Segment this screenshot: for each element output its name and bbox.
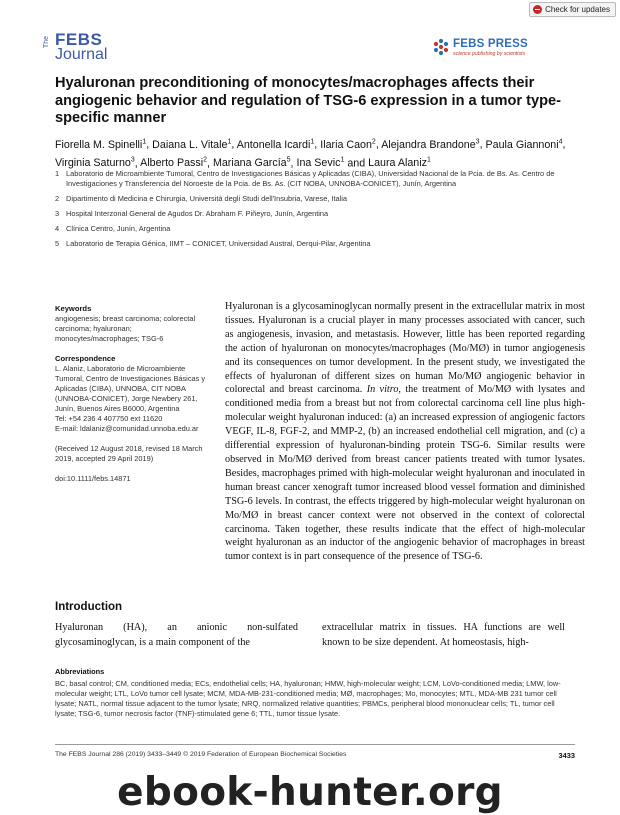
abbreviations-heading: Abbreviations	[55, 667, 105, 676]
author: Antonella Icardi$^1$	[236, 138, 315, 151]
watermark-text: ebook-hunter.org	[117, 770, 503, 815]
journal-logo-the: The	[43, 36, 50, 49]
correspondence-address: L. Alaniz, Laboratorio de Microambiente Tumoral, Centro de Investigaciones Básicas y Aplicadas (CIBA), UNNOBA, CIT NOBA (UNNOBA-CONICET), Jorge Newbery 261, Junín, Buenos Aires B6000, Argentina	[55, 364, 206, 413]
febs-press-dots-icon	[432, 38, 450, 56]
correspondence-heading: Correspondence	[55, 354, 116, 363]
introduction-left-column: Hyaluronan (HA), an anionic non-sulfated glycosaminoglycan, is a main component of the	[55, 622, 298, 648]
footer-citation: The FEBS Journal 286 (2019) 3433–3449 © 2019 Federation of European Biochemical Societies	[55, 751, 347, 758]
author-list: Fiorella M. Spinelli$^1$, Daiana L. Vitale$^1$, Antonella Icardi$^1$, Ilaria Caon$^2$, Alejandra Brandone$^3$, Paula Giannoni$^4$, Virginia Saturno$^3$, Alberto Passi$^2$, Mariana García$^5$, Ina Sevic$^1$ and Laura Alaniz$^1$	[55, 138, 566, 170]
journal-logo-febs: FEBS	[55, 30, 103, 49]
journal-logo-journal: Journal	[55, 46, 108, 63]
author: Alejandra Brandone$^3$	[381, 138, 480, 151]
author: Virginia Saturno$^3$	[55, 156, 135, 170]
received-dates: (Received 12 August 2018, revised 18 March 2019, accepted 29 April 2019)	[55, 444, 203, 463]
check-updates-icon	[533, 5, 542, 14]
introduction-heading: Introduction	[55, 601, 123, 613]
press-tagline: science publishing by scientists	[453, 51, 526, 57]
author: Fiorella M. Spinelli$^1$	[55, 138, 147, 151]
affiliation-item: 1 Laboratorio de Microambiente Tumoral, Centro de Investigaciones Básicas y Aplicadas (CIBA), Universidad Nacional de la Pcia. de Bs. As. Centro de Investigaciones y Transferencia del Noroeste de la Pcia. de Bs. As. (CIT NOBA, UNNOBA-CONICET), Junín, Argentina	[55, 169, 555, 188]
journal-logo	[43, 29, 129, 67]
febs-press-logo	[432, 37, 552, 61]
press-name: FEBS PRESS	[453, 38, 528, 50]
article-title: Hyaluronan preconditioning of monocytes/macrophages affects their angiogenic behavior and regulation of TSG-6 expression in a tumor type-specific manner	[55, 75, 561, 126]
affiliation-item: 5 Laboratorio de Terapia Génica, IIMT – CONICET, Universidad Austral, Derqui-Pilar, Argentina	[55, 239, 371, 248]
keywords-heading: Keywords	[55, 304, 92, 313]
affiliation-item: 3 Hospital Interzonal General de Agudos Dr. Abraham F. Piñeyro, Junín, Argentina	[55, 209, 329, 218]
page-footer	[55, 751, 575, 758]
abbreviations-text: BC, basal control; CM, conditioned media; ECs, endothelial cells; HA, hyaluronan; HMW, high-molecular weight; LCM, LoVo-conditioned media; LMW, low-molecular weight; LTL, LoVo tumor cell lysate; MCM, MDA-MB-231-conditioned media; MØ, macrophages; Mo, monocytes; MTL, MDA-MB 231 tumor cell lysate; NATL, normal tissue adjacent to the tumor lysate; NRQ, normalized relative quantities; PBMCs, peripheral blood mononuclear cells; TL, tumor cell lysate; TSG-6, tumor necrosis factor (TNF)-stimulated gene 6; TTL, tumor tissue lysate.	[55, 679, 561, 718]
introduction-right-column: extracellular matrix in tissues. HA functions are well known to be size dependent. At homeostasis, high-	[322, 622, 565, 648]
check-updates-label: Check for updates	[545, 5, 610, 14]
correspondence-email[interactable]: E-mail: ldalaniz@comunidad.unnoba.edu.ar	[55, 424, 199, 433]
footer-divider	[55, 744, 575, 745]
author: Paula Giannoni$^4$	[485, 138, 563, 151]
author: Ina Sevic$^1$	[296, 156, 345, 170]
author: Mariana García$^5$	[212, 156, 291, 170]
author: Laura Alaniz$^1$	[368, 156, 431, 170]
affiliation-item: 2 Dipartimento di Medicina e Chirurgia, Università degli Studi dell'Insubria, Varese, Italia	[55, 194, 348, 203]
keywords-block	[55, 304, 215, 344]
doi-link[interactable]: doi:10.1111/febs.14871	[55, 474, 131, 483]
affiliation-list	[55, 169, 575, 254]
correspondence-block	[55, 354, 215, 434]
article-sidebar	[55, 304, 215, 484]
keywords-text: angiogenesis; breast carcinoma; colorectal carcinoma; hyaluronan; monocytes/macrophages; TSG-6	[55, 314, 196, 343]
author: Ilaria Caon$^2$	[320, 138, 376, 151]
page-number: 3433	[558, 751, 575, 760]
abbreviations-block	[55, 667, 575, 719]
affiliation-item: 4 Clínica Centro, Junín, Argentina	[55, 224, 171, 233]
abstract: Hyaluronan is a glycosaminoglycan normally present in the extracellular matrix in most tissues. Hyaluronan is a crucial player in many processes associated with cancer, such as angiogenesis, invasion, and metastasis. However, little has been reported regarding the action of hyaluronan on monocytes/macrophages (Mo/MØ) in tumor angiogenesis and its consequences on tumor development. In the present study, we investigated the effects of hyaluronan of different sizes on human Mo/MØ angiogenic behavior in colorectal and breast carcinoma. In vitro, the treatment of Mo/MØ with lysates and conditioned media from a breast but not from colorectal carcinoma cell line plus high-molecular weight hyaluronan induced: (a) an increased expression of angiogenic factors VEGF, IL-8, FGF-2, and MMP-2, (b) an increased endothelial cell migration, and (c) a differential expression of hyaluronan-binding protein TSG-6. Similar results were observed in Mo/MØ derived from breast cancer patients treated with tumor lysates. Besides, macrophages primed with high-molecular weight hyaluronan and inoculated in human breast cancer xenograft tumor increased blood vessel formation and diminished TSG-6 levels. In contrast, the effects triggered by high-molecular weight hyaluronan on Mo/MØ in breast cancer context were not observed in the context of colorectal carcinoma. Taken together, these results indicate that the effect of high-molecular weight hyaluronan as an inductor of the angiogenic behavior of macrophages in breast tumor context is in part consequence of the presence of TSG-6.	[225, 301, 585, 563]
author: Daiana L. Vitale$^1$	[152, 138, 232, 151]
check-for-updates-button[interactable]	[529, 2, 616, 17]
author: Alberto Passi$^2$	[140, 156, 207, 170]
correspondence-tel: Tel: +54 236 4 407750 ext 11620	[55, 414, 163, 423]
